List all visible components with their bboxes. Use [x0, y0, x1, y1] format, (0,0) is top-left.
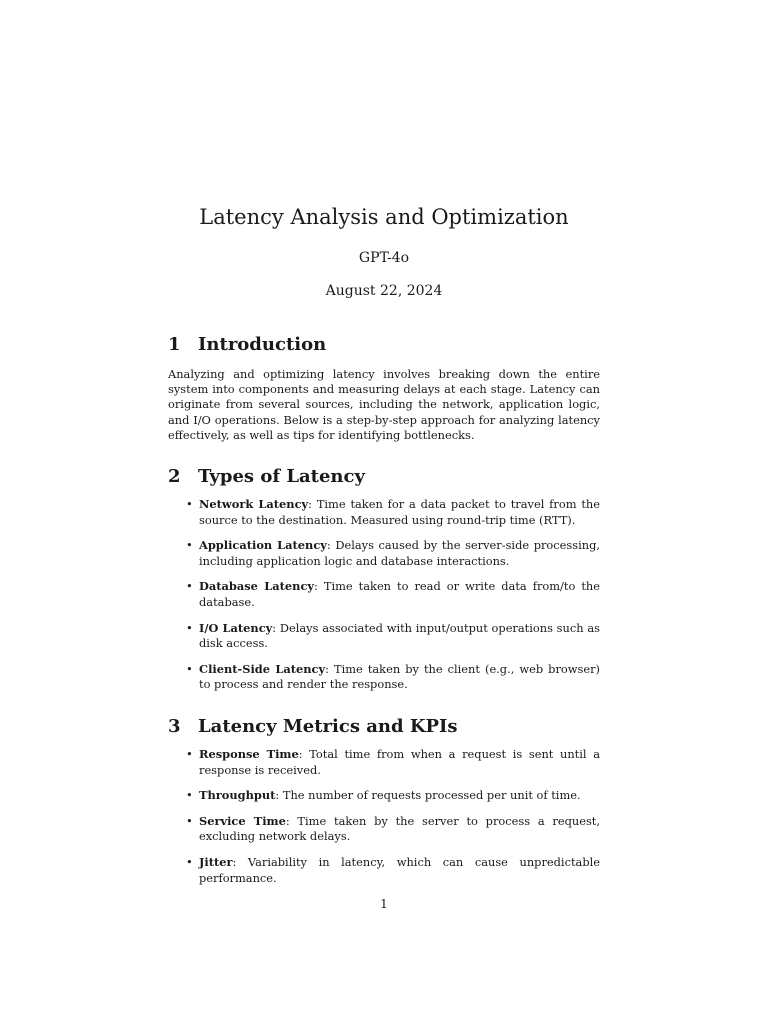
list-item-text: : Delays caused by the server-side processing, including application logic and database interactions. — [199, 538, 600, 568]
bullet-icon: • — [186, 620, 193, 635]
section-title: Introduction — [198, 334, 327, 355]
list-item-text: : Variability in latency, which can cause unpredictable performance. — [199, 854, 600, 885]
list-item — [168, 814, 600, 845]
list-item — [168, 538, 600, 569]
document-date: August 22, 2024 — [325, 283, 443, 299]
bullet-icon: • — [186, 747, 193, 761]
list-item-term: Jitter — [199, 854, 233, 869]
list-item-term: I/O Latency — [199, 620, 273, 635]
bullet-icon: • — [186, 497, 193, 511]
section-introduction — [168, 334, 600, 443]
page-number: 1 — [380, 897, 388, 911]
list-item-text: : Time taken to read or write data from/to the database. — [199, 579, 601, 609]
section-title: Latency Metrics and KPIs — [198, 716, 458, 737]
bullet-icon: • — [186, 579, 193, 594]
section-number: 2 — [168, 466, 181, 487]
section-latency-metrics — [168, 716, 600, 886]
list-item-text: : Total time from when a request is sent until a response is received. — [199, 747, 600, 777]
section-title: Types of Latency — [198, 466, 365, 487]
bullet-icon: • — [186, 854, 193, 869]
list-item-text: : Delays associated with input/output operations such as disk access. — [199, 620, 600, 651]
section-heading — [168, 466, 600, 487]
list-item-term: Client-Side Latency — [199, 661, 326, 676]
bullet-icon: • — [186, 788, 193, 803]
list-item-term: Service Time — [199, 813, 286, 828]
list-item-text: : Time taken for a data packet to travel from the source to the destination. Measured using round-trip time (RTT). — [199, 497, 600, 527]
latency-metrics-list — [168, 747, 600, 886]
document-author: GPT-4o — [358, 250, 410, 266]
bullet-icon: • — [186, 661, 193, 676]
list-item — [168, 788, 600, 804]
section-number: 1 — [168, 334, 181, 355]
bullet-icon: • — [186, 813, 193, 828]
list-item — [168, 855, 600, 886]
list-item-text: : The number of requests processed per unit of time. — [275, 788, 581, 803]
latency-types-list — [168, 497, 600, 693]
bullet-icon: • — [186, 538, 193, 553]
list-item — [168, 621, 600, 652]
list-item-term: Response Time — [199, 747, 299, 761]
list-item — [168, 747, 600, 778]
section-heading — [168, 716, 600, 737]
list-item-term: Network Latency — [199, 497, 309, 511]
list-item-term: Database Latency — [199, 579, 315, 594]
list-item — [168, 497, 600, 528]
list-item-term: Throughput — [199, 788, 276, 803]
list-item-term: Application Latency — [199, 538, 327, 553]
section-heading — [168, 334, 600, 355]
list-item — [168, 579, 600, 610]
list-item — [168, 662, 600, 693]
list-item-text: : Time taken by the client (e.g., web browser) to process and render the response. — [199, 661, 601, 692]
section-number: 3 — [168, 716, 181, 737]
list-item-text: : Time taken by the server to process a request, excluding network delays. — [199, 813, 600, 844]
introduction-paragraph: Analyzing and optimizing latency involves breaking down the entire system into components and measuring delays at each stage. Latency can originate from several sources, including the network, application logic, and I/O operations. Below is a step-by-step approach for analyzing latency effectively, as well as tips for identifying bottlenecks. — [168, 367, 600, 442]
document-title: Latency Analysis and Optimization — [199, 205, 569, 229]
section-types-of-latency — [168, 466, 600, 693]
